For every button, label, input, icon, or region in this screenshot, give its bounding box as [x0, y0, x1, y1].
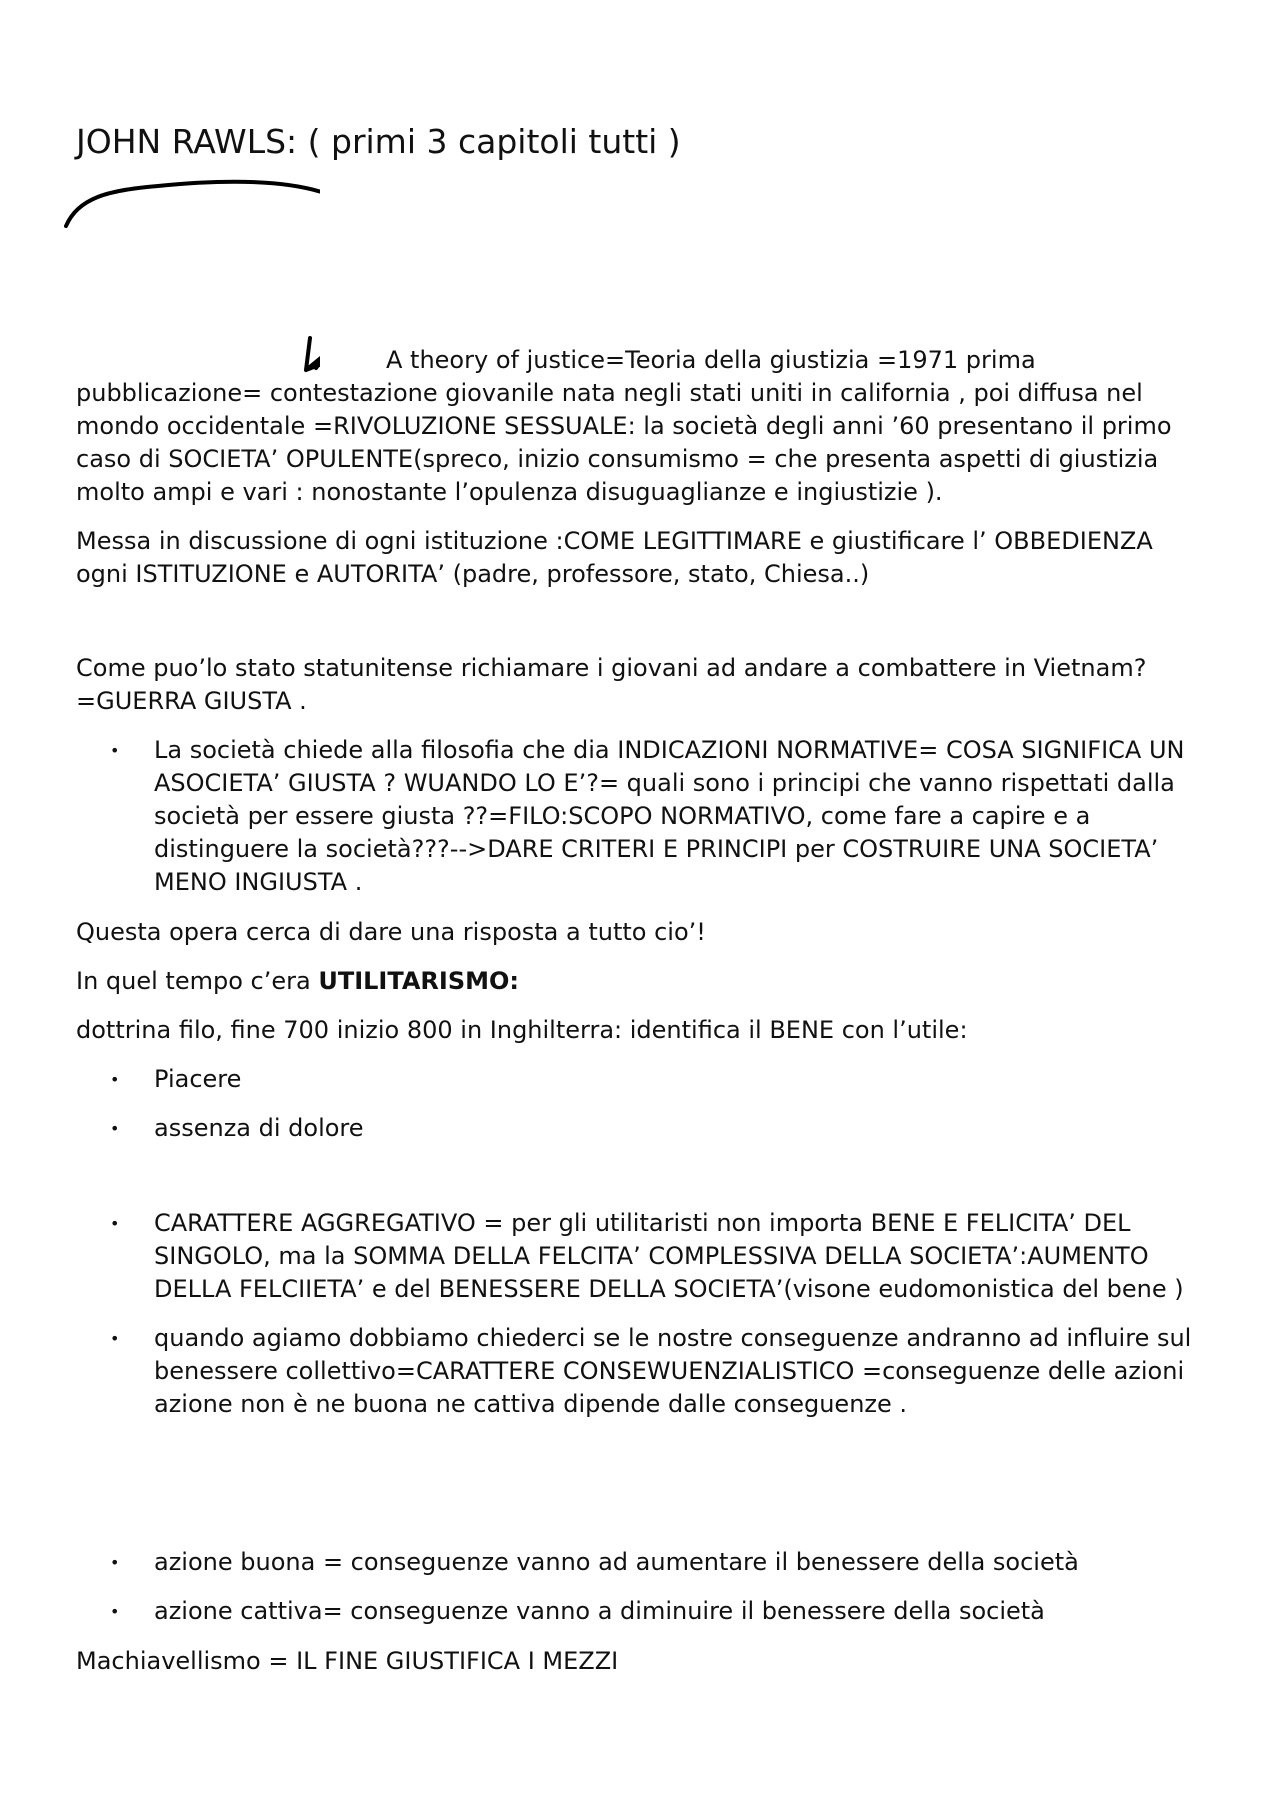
list-item: • quando agiamo dobbiamo chiederci se le nostre conseguenze andranno ad influire sul benessere collettivo=CARATTERE CONSEWUENZIALISTICO =conseguenze delle azioni azione non è ne buona ne cattiva dipende dalle conseguenze .	[76, 1322, 1206, 1421]
bullet-list-actions	[76, 1546, 1206, 1628]
list-item: • Piacere	[76, 1063, 1206, 1096]
paragraph-utilitarismo	[76, 965, 1206, 998]
bullet-list-normative	[76, 734, 1206, 899]
list-item: • azione buona = conseguenze vanno ad aumentare il benessere della società	[76, 1546, 1206, 1579]
paragraph-answer: Questa opera cerca di dare una risposta a tutto cio’!	[76, 918, 706, 946]
paragraph-vietnam: Come puo’lo stato statunitense richiamare i giovani ad andare a combattere in Vietnam?=GUERRA GIUSTA .	[76, 654, 1147, 715]
utilitarismo-heading: UTILITARISMO:	[318, 967, 519, 995]
list-item: • assenza di dolore	[76, 1112, 1206, 1145]
list-item: • azione cattiva= conseguenze vanno a diminuire il benessere della società	[76, 1595, 1206, 1628]
list-item: • La società chiede alla filosofia che dia INDICAZIONI NORMATIVE= COSA SIGNIFICA UN ASOCIETA’ GIUSTA ? WUANDO LO E’?= quali sono i principi che vanno rispettati dalla società per essere giusta ??=FILO:SCOPO NORMATIVO, come fare a capire e a distinguere la società???-->DARE CRITERI E PRINCIPI per COSTRUIRE UNA SOCIETA’ MENO INGIUSTA .	[76, 734, 1206, 899]
list-item: • CARATTERE AGGREGATIVO = per gli utilitaristi non importa BENE E FELICITA’ DEL SINGOLO, ma la SOMMA DELLA FELCITA’ COMPLESSIVA DELLA SOCIETA’:AUMENTO DELLA FELCIIETA’ e del BENESSERE DELLA SOCIETA’(visone eudomonistica del bene )	[76, 1207, 1206, 1306]
paragraph-theory-of-justice: A theory of justice=Teoria della giustizia =1971 prima pubblicazione= contestazione giovanile nata negli stati uniti in california , poi diffusa nel mondo occidentale =RIVOLUZIONE SESSUALE: la società degli anni ’60 presentano il primo caso di SOCIETA’ OPULENTE(spreco, inizio consumismo = che presenta aspetti di giustizia molto ampi e vari : nonostante l’opulenza disuguaglianze e ingiustizie ).	[76, 346, 1172, 506]
paragraph-dottrina: dottrina filo, fine 700 inizio 800 in Inghilterra: identifica il BENE con l’utile:	[76, 1016, 968, 1044]
paragraph-institutions: Messa in discussione di ogni istituzione :COME LEGITTIMARE e giustificare l’ OBBEDIENZA ogni ISTITUZIONE e AUTORITA’ (padre, professore, stato, Chiesa..)	[76, 527, 1153, 588]
paragraph-machiavellismo: Machiavellismo = IL FINE GIUSTIFICA I MEZZI	[76, 1647, 619, 1675]
bullet-list-characteristics	[76, 1207, 1206, 1421]
hand-drawn-arrow-icon	[0, 0, 320, 380]
bullet-list-pleasure	[76, 1063, 1206, 1145]
utilitarismo-prefix: In quel tempo c’era	[76, 967, 319, 995]
document-title: JOHN RAWLS: ( primi 3 capitoli tutti )	[76, 122, 681, 161]
